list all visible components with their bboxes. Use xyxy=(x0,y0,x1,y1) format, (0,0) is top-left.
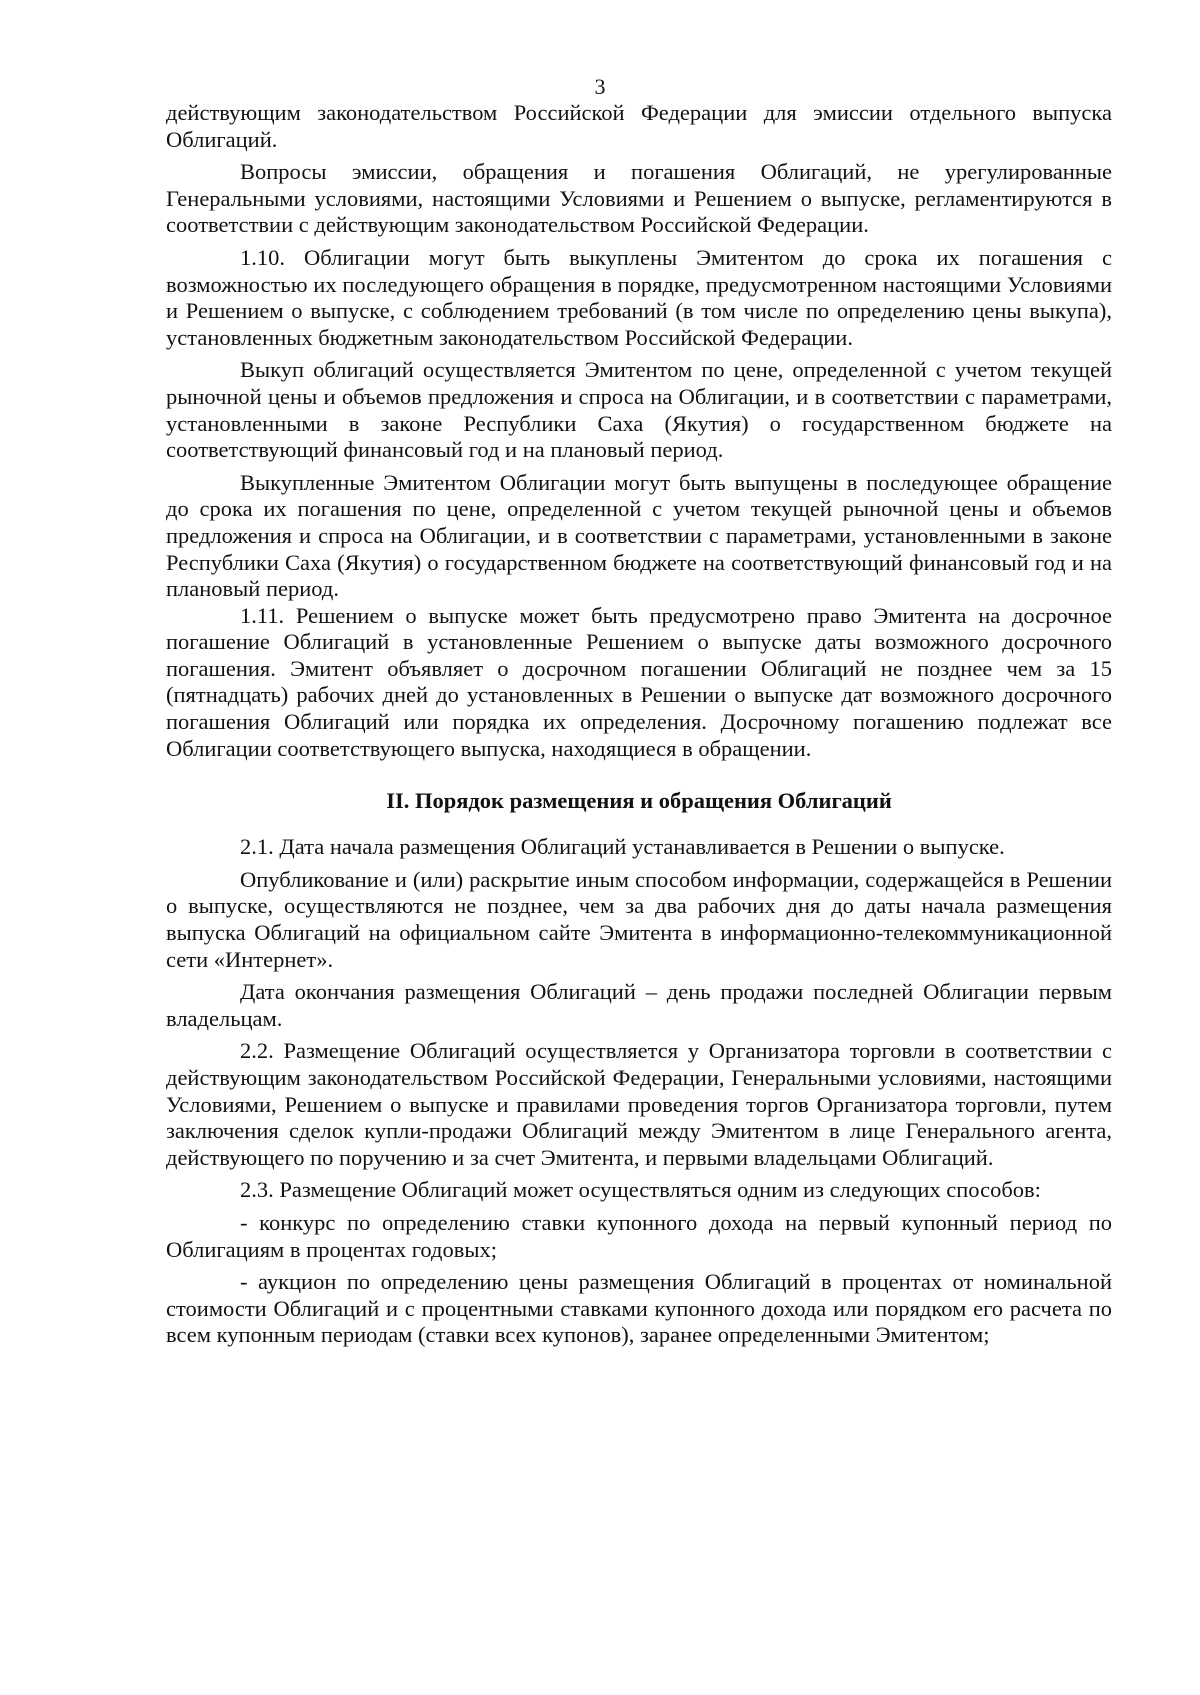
paragraph-unregulated-issues: Вопросы эмиссии, обращения и погашения Облигаций, не урегулированные Генеральными условиями, настоящими Условиями и Решением о выпуске, регламентируются в соответствии с действующим законодательством Российской Федерации. xyxy=(166,159,1112,238)
document-body xyxy=(166,100,1112,1355)
list-item-auction: - аукцион по определению цены размещения Облигаций в процентах от номинальной стоимости Облигаций и с процентными ставками купонного дохода или порядком его расчета по всем купонным периодам (ставки всех купонов), заранее определенными Эмитентом; xyxy=(166,1269,1112,1348)
paragraph-2-1: 2.1. Дата начала размещения Облигаций устанавливается в Решении о выпуске. xyxy=(240,834,1005,860)
paragraph-continuation: действующим законодательством Российской Федерации для эмиссии отдельного выпуска Облигаций. xyxy=(166,100,1112,152)
paragraph-2-3: 2.3. Размещение Облигаций может осуществляться одним из следующих способов: xyxy=(240,1177,1041,1203)
paragraph-buyback-price: Выкуп облигаций осуществляется Эмитентом по цене, определенной с учетом текущей рыночной цены и объемов предложения и спроса на Облигации, и в соответствии с параметрами, установленными в законе Республики Саха (Якутия) о государственном бюджете на соответствующий финансовый год и на плановый период. xyxy=(166,357,1112,463)
list-item-competition: - конкурс по определению ставки купонного дохода на первый купонный период по Облигациям в процентах годовых; xyxy=(166,1209,1112,1262)
section-heading: II. Порядок размещения и обращения Облигаций xyxy=(386,788,892,814)
paragraph-2-2: 2.2. Размещение Облигаций осуществляется у Организатора торговли в соответствии с действующим законодательством Российской Федерации, Генеральными условиями, настоящими Условиями, Решением о выпуске и правилами проведения торгов Организатора торговли, путем заключения сделок купли-продажи Облигаций между Эмитентом в лице Генерального агента, действующего по поручению и за счет Эмитента, и первыми владельцами Облигаций. xyxy=(166,1038,1112,1170)
paragraph-1-11: 1.11. Решением о выпуске может быть предусмотрено право Эмитента на досрочное погашение Облигаций в установленные Решением о выпуске даты возможного досрочного погашения. Эмитент объявляет о досрочном погашении Облигаций не позднее чем за 15 (пятнадцать) рабочих дней до установленных в Решении о выпуске дат возможного досрочного погашения Облигаций или порядка их определения. Досрочному погашению подлежат все Облигации соответствующего выпуска, находящиеся в обращении. xyxy=(166,602,1112,761)
paragraph-disclosure: Опубликование и (или) раскрытие иным способом информации, содержащейся в Решении о выпуске, осуществляются не позднее, чем за два рабочих дня до даты начала размещения выпуска Облигаций на официальном сайте Эмитента в информационно-телекоммуникационной сети «Интернет». xyxy=(166,866,1112,972)
paragraph-reissue: Выкупленные Эмитентом Облигации могут быть выпущены в последующее обращение до срока их погашения по цене, определенной с учетом текущей рыночной цены и объемов предложения и спроса на Облигации, и в соответствии с параметрами, установленными в законе Республики Саха (Якутия) о государственном бюджете на соответствующий финансовый год и на плановый период. xyxy=(166,469,1112,602)
paragraph-1-10: 1.10. Облигации могут быть выкуплены Эмитентом до срока их погашения с возможностью их последующего обращения в порядке, предусмотренном настоящими Условиями и Решением о выпуске, с соблюдением требований (в том числе по определению цены выкупа), установленных бюджетным законодательством Российской Федерации. xyxy=(166,244,1112,350)
paragraph-placement-end: Дата окончания размещения Облигаций – день продажи последней Облигации первым владельцам. xyxy=(166,979,1112,1031)
page-number: 3 xyxy=(594,74,606,99)
